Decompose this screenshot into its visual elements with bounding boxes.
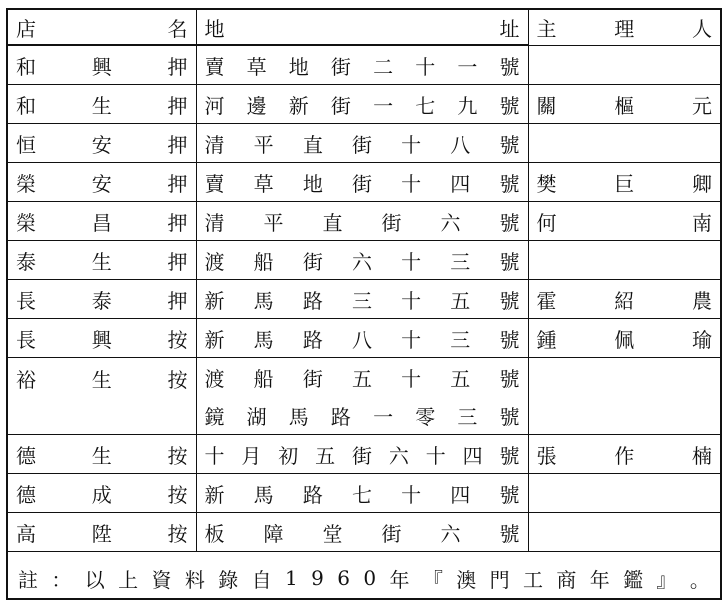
- shop-name-cell: 德 生 按: [8, 435, 196, 474]
- shop-name-cell: 德 成 按: [8, 474, 196, 513]
- manager-cell: [528, 358, 720, 435]
- manager-cell: [528, 45, 720, 85]
- manager-cell: [528, 241, 720, 280]
- address-cell: 渡 船 街 五 十 五 號: [196, 358, 528, 397]
- address-cell: 鏡 湖 馬 路 一 零 三 號: [196, 396, 528, 435]
- manager-cell: [528, 474, 720, 513]
- table-row: [8, 319, 720, 358]
- shop-name-cell: 和 生 押: [8, 85, 196, 124]
- table-row: [8, 280, 720, 319]
- table-row: [8, 513, 720, 552]
- manager-cell: 霍 紹 農: [528, 280, 720, 319]
- header-row: [8, 10, 720, 45]
- shop-name-cell: 長 泰 押: [8, 280, 196, 319]
- table-row: [8, 45, 720, 85]
- address-cell: 河 邊 新 街 一 七 九 號: [196, 85, 528, 124]
- source-note: 註 ： 以 上 資 料 錄 自 1 9 6 0 年 『 澳 門 工 商 年 鑑 』 。: [18, 566, 710, 592]
- shop-name-cell: 泰 生 押: [8, 241, 196, 280]
- shop-name-cell: 榮 昌 押: [8, 202, 196, 241]
- address-cell: 新 馬 路 七 十 四 號: [196, 474, 528, 513]
- pawnshop-table-document: [6, 8, 722, 600]
- table-row: [8, 358, 720, 397]
- manager-cell: [528, 124, 720, 163]
- shop-name-cell: 榮 安 押: [8, 163, 196, 202]
- address-cell: 清 平 直 街 六 號: [196, 202, 528, 241]
- address-cell: 清 平 直 街 十 八 號: [196, 124, 528, 163]
- address-cell: 渡 船 街 六 十 三 號: [196, 241, 528, 280]
- header-manager: 主 理 人: [528, 10, 720, 45]
- table-row: [8, 435, 720, 474]
- shop-name-cell: 恒 安 押: [8, 124, 196, 163]
- table-row: [8, 241, 720, 280]
- manager-cell: 鍾 佩 瑜: [528, 319, 720, 358]
- table-row: [8, 85, 720, 124]
- table-row: [8, 202, 720, 241]
- manager-cell: 關 樞 元: [528, 85, 720, 124]
- table-row: [8, 163, 720, 202]
- address-cell: 新 馬 路 三 十 五 號: [196, 280, 528, 319]
- address-cell: 板 障 堂 街 六 號: [196, 513, 528, 552]
- manager-cell: 樊 巨 卿: [528, 163, 720, 202]
- shop-name-cell: 高 陞 按: [8, 513, 196, 552]
- table-row: [8, 474, 720, 513]
- pawnshop-table: [8, 10, 720, 552]
- address-cell: 賣 草 地 街 十 四 號: [196, 163, 528, 202]
- address-cell: 十 月 初 五 街 六 十 四 號: [196, 435, 528, 474]
- address-cell: 新 馬 路 八 十 三 號: [196, 319, 528, 358]
- table-row: [8, 124, 720, 163]
- shop-name-cell: 裕 生 按: [8, 358, 196, 435]
- shop-name-cell: 和 興 押: [8, 45, 196, 85]
- header-address: 地 址: [196, 10, 528, 45]
- header-name: 店 名: [8, 10, 196, 45]
- address-cell: 賣 草 地 街 二 十 一 號: [196, 45, 528, 85]
- manager-cell: 張 作 楠: [528, 435, 720, 474]
- manager-cell: [528, 513, 720, 552]
- manager-cell: 何 南: [528, 202, 720, 241]
- shop-name-cell: 長 興 按: [8, 319, 196, 358]
